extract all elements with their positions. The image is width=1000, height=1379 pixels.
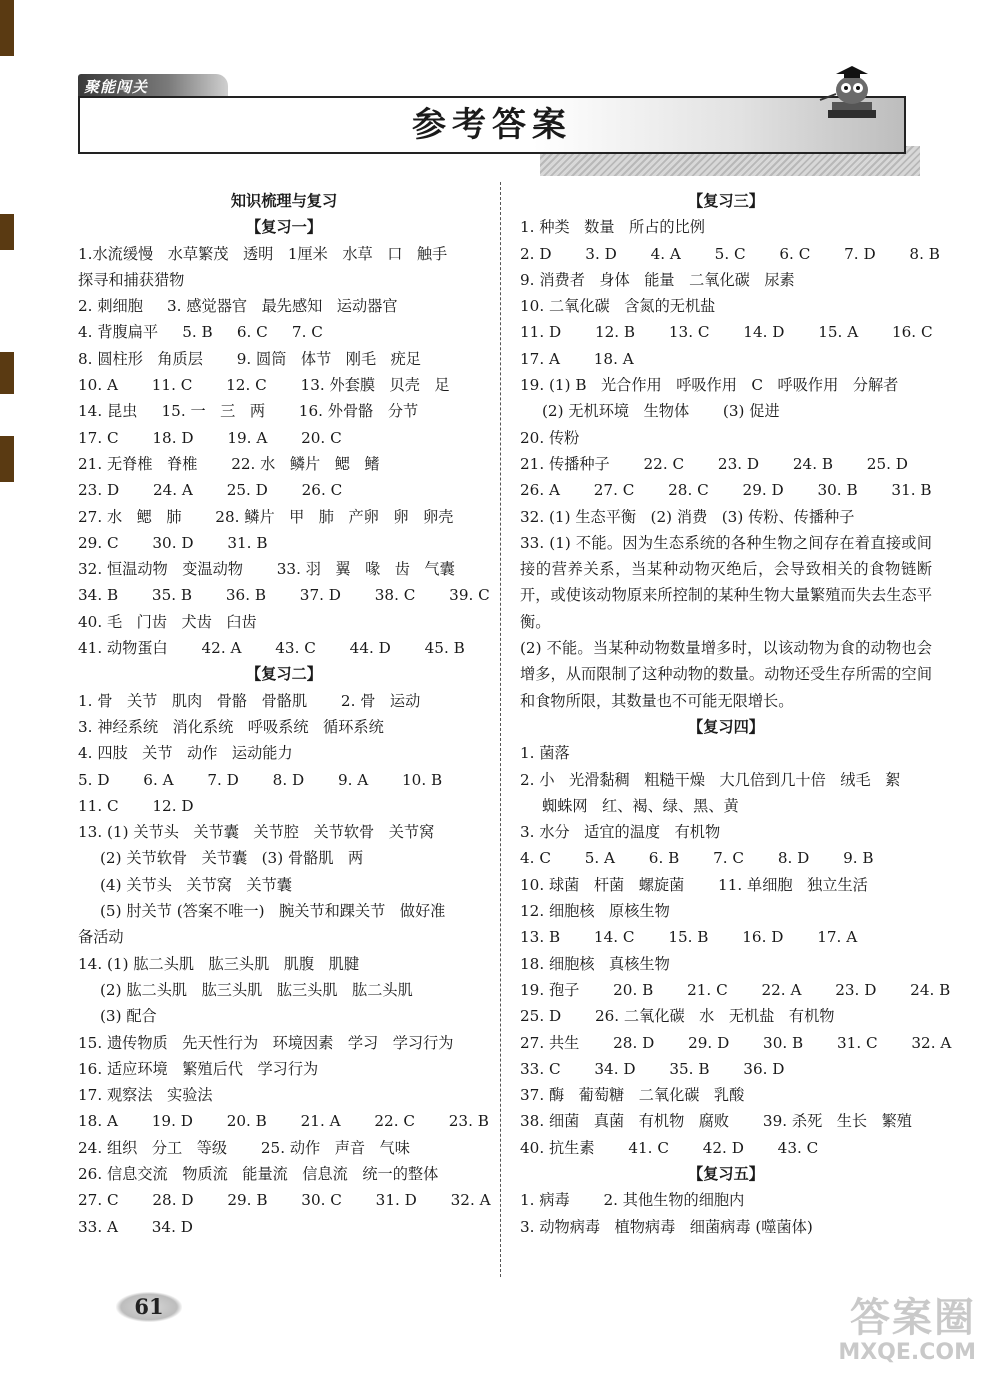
answer-line: 21. 传播种子 22. C 23. D 24. B 25. D [520, 454, 908, 473]
answer-line: 1. 菌落 [520, 744, 570, 763]
section-heading: 【复习四】 [688, 717, 764, 736]
answer-line: 21. 无脊椎 脊椎 22. 水 鳞片 鳃 鳍 [78, 454, 380, 473]
answer-line: 15. 遗传物质 先天性行为 环境因素 学习 学习行为 [78, 1033, 454, 1052]
answer-line: 2. 小 光滑黏稠 粗糙干燥 大几倍到几十倍 绒毛 絮 [520, 770, 901, 789]
page-title: 参考答案 [412, 105, 572, 145]
answer-line: 13. B 14. C 15. B 16. D 17. A [520, 928, 858, 947]
answer-line: (4) 关节头 关节窝 关节囊 [100, 875, 292, 894]
answer-line: 1.水流缓慢 水草繁茂 透明 1厘米 水草 口 触手 [78, 244, 448, 263]
answer-line: 12. 细胞核 原核生物 [520, 902, 670, 921]
answer-line: 3. 神经系统 消化系统 呼吸系统 循环系统 [78, 717, 384, 736]
answer-line: 41. 动物蛋白 42. A 43. C 44. D 45. B [78, 639, 465, 658]
answer-line: 24. 组织 分工 等级 25. 动作 声音 气味 [78, 1138, 410, 1157]
answer-line: (3) 配合 [100, 1007, 157, 1026]
binding-mark [0, 436, 14, 482]
answer-line: 27. 水 鳃 肺 28. 鳞片 甲 肺 产卵 卵 卵壳 [78, 507, 454, 526]
answer-line: 34. B 35. B 36. B 37. D 38. C 39. C [78, 586, 490, 605]
answer-line: 2. 刺细胞 3. 感觉器官 最先感知 运动器官 [78, 297, 398, 316]
section-heading: 知识梳理与复习 [230, 192, 338, 210]
right-column [520, 188, 952, 1240]
answer-line: 探寻和捕获猎物 [78, 270, 185, 289]
answer-line: 26. A 27. C 28. C 29. D 30. B 31. B [520, 481, 932, 500]
answer-line: 17. A 18. A [520, 349, 634, 368]
answer-line: 1. 病毒 2. 其他生物的细胞内 [520, 1191, 745, 1210]
section-heading: 【复习二】 [246, 665, 322, 684]
answer-line: 33. (1) 不能。因为生态系统的各种生物之间存在着直接或间接的营养关系，当某种动物灭绝后，会导致相关的食物链断开，或使该动物原来所控制的某种生物大量繁殖而失去生态平衡。 [520, 533, 932, 631]
binding-mark [0, 214, 14, 250]
answer-line: (2) 不能。当某种动物数量增多时，以该动物为食的动物也会增多，从而限制了这种动物的数量。动物还受生存所需的空间和食物所限，其数量也不可能无限增长。 [520, 639, 932, 710]
answer-line: 29. C 30. D 31. B [78, 533, 268, 552]
answer-line: 18. A 19. D 20. B 21. A 22. C 23. B [78, 1112, 489, 1131]
section-heading: 【复习一】 [246, 218, 322, 237]
watermark [796, 1296, 976, 1366]
column-divider [500, 182, 501, 1277]
answer-line: 38. 细菌 真菌 有机物 腐败 39. 杀死 生长 繁殖 [520, 1112, 912, 1131]
series-logo-text: 聚能闯关 [84, 78, 149, 96]
answer-line: 4. C 5. A 6. B 7. C 8. D 9. B [520, 849, 874, 868]
answer-line: 11. D 12. B 13. C 14. D 15. A 16. C [520, 323, 933, 342]
answer-line: 19. 孢子 20. B 21. C 22. A 23. D 24. B [520, 980, 951, 999]
answer-line: 3. 水分 适宜的温度 有机物 [520, 823, 721, 842]
answer-line: 40. 毛 门齿 犬齿 臼齿 [78, 612, 257, 631]
answer-line: 17. C 18. D 19. A 20. C [78, 428, 342, 447]
answer-line: 13. (1) 关节头 关节囊 关节腔 关节软骨 关节窝 [78, 823, 435, 842]
answer-line: 33. C 34. D 35. B 36. D [520, 1059, 785, 1078]
section-heading: 【复习三】 [688, 192, 764, 210]
page-number: 61 [116, 1292, 182, 1322]
answer-line: 19. (1) B 光合作用 呼吸作用 C 呼吸作用 分解者 [520, 376, 899, 395]
answer-line: 5. D 6. A 7. D 8. D 9. A 10. B [78, 770, 443, 789]
answer-line: (2) 关节软骨 关节囊 (3) 骨骼肌 两 [100, 849, 364, 868]
binding-mark [0, 0, 14, 56]
answer-line: 11. C 12. D [78, 796, 194, 815]
answer-line: 16. 适应环境 繁殖后代 学习行为 [78, 1059, 319, 1078]
answer-line: 33. A 34. D [78, 1217, 193, 1236]
answer-line: 4. 背腹扁平 5. B 6. C 7. C [78, 323, 323, 342]
answer-line: 20. 传粉 [520, 428, 580, 447]
watermark-url: MXQE.COM [838, 1340, 976, 1365]
answer-line: 26. 信息交流 物质流 能量流 信息流 统一的整体 [78, 1164, 439, 1183]
answer-line: 27. C 28. D 29. B 30. C 31. D 32. A [78, 1191, 491, 1210]
answer-line: 32. 恒温动物 变温动物 33. 羽 翼 喙 齿 气囊 [78, 560, 455, 579]
answer-line: 25. D 26. 二氧化碳 水 无机盐 有机物 [520, 1007, 835, 1026]
answer-line: 14. (1) 肱二头肌 肱三头肌 肌腹 肌腱 [78, 954, 360, 973]
answer-line: 27. 共生 28. D 29. D 30. B 31. C 32. A [520, 1033, 952, 1052]
answer-line: 蜘蛛网 红、褐、绿、黑、黄 [542, 796, 739, 815]
answer-line: 10. 球菌 杆菌 螺旋菌 11. 单细胞 独立生活 [520, 875, 868, 894]
owl-with-books-icon [818, 60, 882, 126]
left-column [78, 188, 490, 1240]
answer-line: (2) 无机环境 生物体 (3) 促进 [542, 402, 780, 421]
answer-line: 17. 观察法 实验法 [78, 1086, 213, 1105]
answer-line: 1. 骨 关节 肌肉 骨骼 骨骼肌 2. 骨 运动 [78, 691, 421, 710]
watermark-logo: 答案圈 [850, 1295, 976, 1341]
answer-line: 2. D 3. D 4. A 5. C 6. C 7. D 8. B [520, 244, 940, 263]
answer-line: 8. 圆柱形 角质层 9. 圆筒 体节 刚毛 疣足 [78, 349, 421, 368]
answer-line: 3. 动物病毒 植物病毒 细菌病毒 (噬菌体) [520, 1217, 813, 1236]
answer-line: (2) 肱二头肌 肱三头肌 肱三头肌 肱二头肌 [100, 980, 413, 999]
answer-line: 10. A 11. C 12. C 13. 外套膜 贝壳 足 [78, 376, 450, 395]
answer-line: 18. 细胞核 真核生物 [520, 954, 670, 973]
answer-line: 备活动 [78, 928, 124, 947]
answer-line: 9. 消费者 身体 能量 二氧化碳 尿素 [520, 270, 795, 289]
answer-line: 37. 酶 葡萄糖 二氧化碳 乳酸 [520, 1086, 745, 1105]
answer-line: 10. 二氧化碳 含氮的无机盐 [520, 297, 716, 316]
binding-mark [0, 352, 14, 394]
section-heading: 【复习五】 [688, 1164, 764, 1183]
answer-line: 40. 抗生素 41. C 42. D 43. C [520, 1138, 819, 1157]
answer-line: 14. 昆虫 15. 一 三 两 16. 外骨骼 分节 [78, 402, 419, 421]
answer-line: (5) 肘关节 (答案不唯一) 腕关节和踝关节 做好准 [100, 902, 446, 921]
answer-line: 32. (1) 生态平衡 (2) 消费 (3) 传粉、传播种子 [520, 507, 855, 526]
answer-line: 1. 种类 数量 所占的比例 [520, 218, 705, 237]
answer-line: 4. 四肢 关节 动作 运动能力 [78, 744, 293, 763]
answer-line: 23. D 24. A 25. D 26. C [78, 481, 343, 500]
